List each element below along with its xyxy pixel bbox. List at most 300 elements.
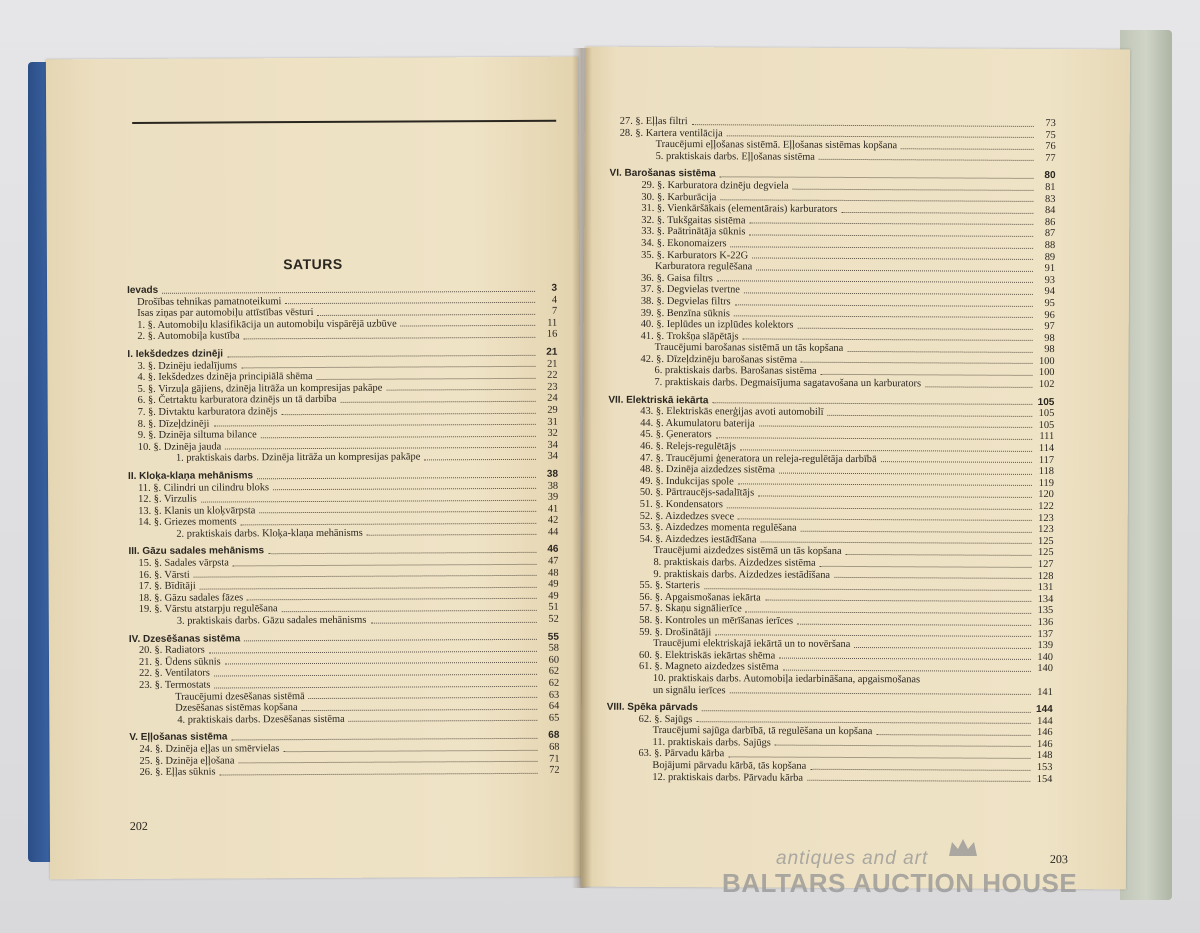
dot-leader: [925, 386, 1032, 388]
dot-leader: [233, 563, 537, 566]
toc-entry-title: IV. Dzesēšanas sistēma: [128, 633, 241, 645]
toc-entry-title: Karburatora regulēšana: [655, 261, 753, 273]
dot-leader: [735, 304, 1033, 307]
toc-entry-title: Drošības tehnikas pamatnoteikumi: [137, 295, 282, 308]
toc-entry-title: 44. §. Akumulatoru baterija: [640, 417, 755, 430]
toc-entry-title: 54. §. Aizdedzes iestādīšana: [639, 533, 757, 546]
dot-leader: [775, 745, 1031, 747]
toc-entry-title: Traucējumi elektriskajā iekārtā un to novēršana: [653, 638, 851, 651]
dot-leader: [281, 412, 535, 414]
toc-entry-title: Dzesēšanas sistēmas kopšana: [175, 702, 298, 714]
toc-entry-page: 81: [1045, 181, 1056, 194]
dot-leader: [756, 269, 1033, 271]
dot-leader: [712, 402, 1032, 405]
dot-leader: [696, 721, 1030, 724]
toc-entry-page: 97: [1044, 321, 1055, 333]
dot-leader: [744, 292, 1033, 295]
dot-leader: [225, 662, 537, 665]
toc-entry-page: 76: [1045, 141, 1056, 153]
toc-entry-title: Traucējumi dzesēšanas sistēmā: [175, 690, 305, 703]
toc-entry-page: 98: [1044, 344, 1055, 356]
toc-entry-page: 77: [1045, 152, 1056, 164]
toc-entry-page: 68: [548, 730, 560, 742]
dot-leader: [738, 519, 1032, 522]
toc-left: [127, 283, 560, 779]
dot-leader: [820, 565, 1032, 567]
dot-leader: [227, 354, 535, 357]
toc-entry-title: 60. §. Elektriskās iekārtas shēma: [638, 649, 776, 662]
toc-entry-page: 100: [1038, 355, 1055, 367]
toc-entry-page: 146: [1036, 727, 1053, 739]
toc-entry-page: 44: [547, 526, 559, 538]
dot-leader: [730, 692, 1031, 695]
toc-entry-title: 6. §. Četrtaktu karburatora dzinējs un tā darbība: [137, 394, 337, 407]
dot-leader: [749, 234, 1033, 236]
toc-entry: [127, 329, 557, 343]
toc-entry-page: 34: [547, 451, 558, 463]
dot-leader: [743, 339, 1033, 342]
dot-leader: [793, 188, 1034, 190]
dot-leader: [424, 459, 536, 461]
dot-leader: [238, 761, 537, 764]
dot-leader: [720, 199, 1033, 202]
dot-leader: [309, 697, 538, 699]
toc-entry-title: 12. praktiskais darbs. Pārvadu kārba: [652, 771, 804, 784]
dot-leader: [201, 500, 536, 503]
toc-entry-page: 80: [1044, 170, 1056, 182]
toc-entry-page: 88: [1044, 239, 1056, 251]
dot-leader: [257, 476, 536, 478]
dot-leader: [783, 670, 1031, 672]
toc-entry-page: 29: [547, 404, 558, 416]
toc-entry-page: 91: [1044, 263, 1056, 275]
toc-entry-title: 9. praktiskais darbs. Aizdedzes iestādīšana: [653, 568, 831, 581]
toc-entry-title: 47. §. Traucējumi ģeneratora un releja-regulētāja darbībā: [640, 452, 877, 465]
toc-entry-page: 51: [548, 602, 559, 614]
toc-entry-title: 16. §. Vārsti: [138, 569, 190, 581]
dot-leader: [692, 124, 1034, 127]
toc-entry-title: VII. Elektriskā iekārta: [608, 394, 709, 406]
dot-leader: [200, 587, 537, 590]
toc-entry-page: 63: [548, 689, 560, 701]
toc-entry-page: 68: [549, 741, 560, 753]
toc-entry-title: 57. §. Skaņu signālierīce: [639, 603, 742, 615]
dot-leader: [828, 415, 1033, 417]
dot-leader: [370, 621, 536, 623]
toc-entry: [128, 451, 558, 465]
toc-entry-title: 58. §. Kontroles un mērīšanas ierīces: [639, 614, 794, 627]
toc-entry-page: 136: [1037, 616, 1054, 628]
dot-leader: [727, 507, 1032, 510]
toc-entry-title: 5. §. Virzuļa gājiens, dzinēja litrāža un kompresijas pakāpe: [137, 382, 383, 395]
dot-leader: [214, 674, 537, 677]
toc-entry-title: 27. §. Eļļas filtri: [619, 115, 688, 128]
toc-entry-page: 49: [548, 590, 559, 602]
toc-entry-page: 146: [1036, 738, 1053, 750]
toc-entry-page: 55: [547, 631, 559, 643]
toc-entry-title: 48. §. Dzinēja aizdedzes sistēma: [639, 464, 776, 476]
toc-entry-page: 86: [1044, 216, 1056, 228]
toc-entry-page: 32: [547, 427, 558, 439]
toc-entry-title: 38. §. Degvielas filtrs: [640, 295, 731, 308]
dot-leader: [841, 212, 1033, 214]
toc-entry-title: 20. §. Radiators: [138, 644, 205, 657]
toc-entry-title: 10. §. Dzinēja jauda: [137, 441, 222, 453]
toc-entry-title: 10. praktiskais darbs. Automobiļa iedarbināšana, apgaismošanas: [652, 672, 921, 686]
toc-entry-page: 39: [547, 491, 559, 503]
toc-entry: [130, 765, 560, 779]
toc-right: [606, 116, 1055, 786]
toc-entry-page: 102: [1038, 379, 1055, 391]
toc-entry-page: 137: [1037, 628, 1054, 640]
toc-entry-page: 49: [548, 578, 559, 591]
toc-entry-title: 26. §. Eļļas sūknis: [139, 766, 216, 779]
toc-entry-page: 21: [547, 358, 558, 370]
toc-entry-title: 19. §. Vārstu atstarpju regulēšana: [138, 603, 278, 616]
page-number-right: 203: [1049, 852, 1068, 867]
toc-entry-page: 127: [1037, 558, 1054, 571]
toc-entry-page: 11: [547, 317, 558, 329]
book-gutter: [572, 48, 592, 888]
toc-entry-page: 135: [1037, 605, 1054, 617]
dot-leader: [846, 554, 1032, 556]
dot-leader: [717, 281, 1033, 284]
toc-entry-title: Ievads: [127, 284, 159, 296]
dot-leader: [760, 542, 1031, 544]
dot-leader: [241, 366, 535, 369]
toc-entry-page: 93: [1044, 274, 1056, 286]
dot-leader: [340, 401, 535, 403]
toc-entry-page: 114: [1038, 442, 1055, 455]
toc-entry-title: 3. praktiskais darbs. Gāzu sadales mehānisms: [176, 614, 367, 627]
dot-leader: [740, 449, 1032, 452]
toc-entry-title: 63. §. Pārvadu kārba: [638, 748, 725, 760]
toc-entry: [128, 527, 558, 541]
toc-entry-page: 125: [1037, 547, 1054, 559]
toc-entry-page: 134: [1037, 593, 1054, 605]
dot-leader: [727, 136, 1034, 139]
toc-entry-title: 31. §. Vienkāršākais (elementārais) karburators: [641, 203, 838, 216]
toc-entry-title: 12. §. Virzulis: [138, 493, 197, 506]
dot-leader: [728, 756, 1030, 759]
dot-leader: [734, 315, 1033, 318]
toc-entry-title: 14. §. Griezes moments: [138, 516, 237, 529]
toc-entry-title: Bojājumi pārvadu kārbā, tās kopšana: [652, 760, 807, 772]
toc-entry-title: 23. §. Termostats: [139, 679, 211, 691]
dot-leader: [213, 424, 535, 427]
toc-entry-title: 7. praktiskais darbs. Degmaisījuma sagatavošana un karburators: [654, 377, 922, 390]
toc-entry-page: 94: [1044, 286, 1055, 298]
dot-leader: [285, 302, 535, 304]
toc-entry-page: 64: [548, 700, 560, 712]
toc-entry-title: II. Kloķa-klaņa mehānisms: [128, 470, 254, 482]
dot-leader: [834, 577, 1031, 579]
toc-entry-page: 23: [547, 381, 558, 393]
dot-leader: [244, 639, 537, 642]
toc-entry-page: 87: [1044, 228, 1056, 240]
toc-entry-title: 15. §. Sadales vārpsta: [138, 557, 229, 569]
toc-entry-page: 4: [551, 294, 558, 306]
dot-leader: [797, 327, 1032, 329]
toc-entry-title: 9. §. Dzinēja siltuma bilance: [137, 429, 257, 442]
toc-entry-page: 38: [546, 468, 559, 480]
toc-entry-title: 11. §. Cilindri un cilindru bloks: [138, 481, 270, 494]
toc-entry-page: 3: [551, 282, 558, 294]
dot-leader: [801, 362, 1033, 364]
toc-entry: [610, 150, 1056, 164]
toc-entry-page: 140: [1037, 651, 1054, 663]
right-page: [581, 47, 1130, 890]
toc-entry-title: 17. §. Bīdītāji: [138, 580, 196, 593]
dot-leader: [302, 709, 538, 711]
dot-leader: [386, 389, 535, 391]
toc-entry-title: 13. §. Klanis un kloķvārpsta: [138, 504, 256, 517]
toc-entry-title: 25. §. Dzinēja eļļošana: [139, 754, 235, 767]
toc-entry-title: 37. §. Degvielas tvertne: [640, 284, 740, 296]
dot-leader: [801, 530, 1032, 532]
toc-entry-title: 1. praktiskais darbs. Dzinēja litrāža un kompresijas pakāpe: [175, 451, 421, 465]
toc-entry-page: 38: [547, 480, 559, 492]
dot-leader: [259, 511, 536, 513]
dot-leader: [162, 290, 535, 293]
toc-entry-title: 51. §. Kondensators: [639, 498, 723, 511]
dot-leader: [819, 159, 1034, 161]
toc-entry-page: 123: [1038, 512, 1054, 524]
toc-entry-title: III. Gāzu sadales mehānisms: [128, 545, 265, 558]
toc-entry-title: 55. §. Starteris: [639, 580, 701, 592]
toc-entry-title: 8. praktiskais darbs. Aizdedzes sistēma: [653, 556, 816, 569]
toc-entry-page: 34: [547, 439, 558, 451]
watermark: [722, 848, 1122, 899]
dot-leader: [194, 575, 537, 578]
toc-entry: [607, 684, 1053, 698]
toc-entry-page: 22: [547, 369, 558, 381]
toc-entry-page: 105: [1037, 396, 1055, 408]
dot-leader: [759, 426, 1032, 428]
toc-entry-page: 140: [1037, 663, 1053, 675]
toc-entry-page: 52: [548, 613, 559, 625]
toc-entry-page: 41: [547, 503, 559, 515]
toc-entry-title: 49. §. Indukcijas spole: [639, 475, 734, 488]
dot-leader: [716, 437, 1032, 440]
toc-entry-page: 73: [1045, 117, 1056, 130]
toc-entry-page: 119: [1038, 477, 1054, 489]
toc-entry-page: 100: [1038, 367, 1055, 379]
toc-entry-title: 32. §. Tukšgaitas sistēma: [641, 214, 746, 227]
toc-entry-title: un signālu ierīces: [652, 684, 726, 696]
dot-leader: [268, 552, 536, 554]
dot-leader: [765, 600, 1032, 602]
toc-entry: [129, 713, 559, 727]
left-page: [46, 57, 582, 880]
toc-entry-page: 89: [1044, 251, 1056, 263]
toc-entry-title: 29. §. Karburatora dzinēju degviela: [641, 179, 789, 192]
toc-entry: [129, 614, 559, 628]
header-rule: [132, 120, 556, 124]
dot-leader: [738, 484, 1032, 487]
toc-entry-title: Traucējumi eļļošanas sistēmā. Eļļošanas sistēmas kopšana: [655, 139, 898, 152]
dot-leader: [797, 623, 1031, 625]
toc-entry-title: 24. §. Dzinēja eļļas un smērvielas: [139, 743, 280, 755]
toc-entry-page: 84: [1044, 205, 1056, 217]
toc-entry-page: 7: [551, 305, 558, 317]
toc-entry-page: 62: [548, 666, 560, 678]
toc-entry: [606, 771, 1052, 785]
toc-entry-page: 72: [549, 764, 560, 776]
dot-leader: [231, 738, 537, 741]
toc-entry-page: 128: [1037, 570, 1054, 582]
toc-entry-title: 4. praktiskais darbs. Dzesēšanas sistēma: [177, 713, 345, 726]
toc-entry-page: 131: [1037, 582, 1054, 594]
toc-entry-title: 46. §. Relejs-regulētājs: [640, 440, 736, 453]
dot-leader: [282, 610, 537, 612]
toc-entry-title: 39. §. Benzīna sūknis: [640, 307, 731, 319]
toc-entry-page: 154: [1036, 773, 1053, 785]
toc-entry-page: 75: [1045, 129, 1056, 141]
toc-entry-title: 21. §. Ūdens sūknis: [138, 656, 221, 668]
toc-entry-page: 95: [1044, 297, 1055, 309]
dot-leader: [901, 148, 1034, 150]
toc-entry-title: 3. §. Dzinēju iedalījums: [137, 359, 238, 372]
toc-entry-title: 52. §. Aizdedzes svece: [639, 510, 735, 522]
toc-entry-title: 45. §. Ģenerators: [640, 429, 712, 441]
toc-entry-title: 62. §. Sajūgs: [638, 713, 693, 725]
toc-entry-page: 118: [1038, 466, 1055, 478]
toc-entry-title: 5. praktiskais darbs. Eļļošanas sistēma: [655, 150, 815, 163]
dot-leader: [881, 461, 1032, 463]
dot-leader: [876, 734, 1030, 736]
toc-entry-title: 4. §. Iekšdedzes dzinēja principiālā shēma: [137, 371, 313, 384]
toc-entry-page: 153: [1036, 762, 1053, 774]
watermark-brand: BALTARS AUCTION HOUSE: [722, 868, 1078, 898]
toc-entry-page: 71: [549, 753, 560, 765]
toc-entry-page: 48: [548, 567, 559, 579]
toc-entry-page: 21: [546, 346, 558, 358]
toc-entry-title: Traucējumi sajūga darbībā, tā regulēšana un kopšana: [652, 725, 873, 738]
toc-entry-page: 105: [1038, 419, 1055, 431]
toc-entry-page: 58: [548, 642, 559, 654]
toc-entry-page: 144: [1036, 704, 1053, 716]
crown-icon: [947, 836, 979, 860]
page-number-left: 202: [129, 818, 148, 833]
toc-entry-title: 41. §. Trokšņa slāpētājs: [640, 330, 739, 343]
toc-entry-title: V. Eļļošanas sistēma: [129, 731, 228, 744]
toc-entry-page: 117: [1038, 454, 1055, 466]
toc-entry-title: 8. §. Dīzeļdzinēji: [137, 418, 210, 430]
dot-leader: [779, 472, 1032, 474]
toc-entry-title: 6. praktiskais darbs. Barošanas sistēma: [654, 365, 817, 378]
dot-leader: [283, 749, 537, 751]
toc-entry-page: 16: [546, 329, 558, 341]
toc-entry-title: Traucējumi aizdedzes sistēmā un tās kopšana: [653, 545, 842, 558]
toc-entry-page: 60: [548, 654, 560, 666]
toc-entry-title: 53. §. Aizdedzes momenta regulēšana: [639, 522, 797, 534]
toc-entry-title: 2. §. Automobiļa kustība: [137, 330, 240, 343]
toc-entry-page: 123: [1038, 524, 1054, 536]
dot-leader: [749, 223, 1033, 225]
dot-leader: [731, 246, 1034, 249]
toc-entry-title: Traucējumi barošanas sistēmā un tās kopšana: [654, 342, 844, 355]
toc-entry-title: 59. §. Drošinātāji: [639, 626, 712, 638]
toc-entry-page: 122: [1038, 500, 1054, 513]
toc-entry-title: VIII. Spēka pārvads: [606, 701, 698, 714]
toc-entry-title: 2. praktiskais darbs. Kloķa-klaņa mehānisms: [176, 527, 363, 540]
toc-entry-page: 96: [1044, 309, 1055, 321]
dot-leader: [247, 598, 537, 601]
dot-leader: [261, 436, 536, 438]
toc-entry-title: 35. §. Karburators K-22G: [641, 249, 749, 261]
toc-entry-page: 31: [547, 416, 558, 428]
toc-entry-page: 139: [1037, 640, 1054, 652]
toc-entry-title: 22. §. Ventilators: [139, 667, 210, 680]
toc-entry-page: 141: [1037, 686, 1053, 698]
dot-leader: [401, 325, 536, 327]
dot-leader: [209, 651, 537, 654]
toc-entry-title: 30. §. Karburācija: [641, 191, 717, 203]
toc-entry-page: 46: [547, 544, 559, 556]
dot-leader: [367, 534, 537, 536]
toc-entry-title: I. Iekšdedzes dzinēji: [127, 348, 224, 360]
toc-entry-title: 7. §. Divtaktu karburatora dzinējs: [137, 406, 278, 418]
toc-entry-page: 120: [1038, 489, 1054, 501]
toc-entry-page: 83: [1044, 193, 1056, 205]
dot-leader: [758, 495, 1032, 497]
toc-entry-title: 42. §. Dīzeļdzinēju barošanas sistēma: [640, 353, 797, 366]
toc-entry-title: 28. §. Kartera ventilācija: [619, 127, 723, 139]
toc-entry-page: 144: [1037, 715, 1053, 727]
toc-entry-page: 98: [1044, 332, 1055, 344]
watermark-tagline: antiques and art: [776, 848, 929, 869]
toc-entry-page: 105: [1038, 408, 1055, 420]
toc-entry-page: 148: [1036, 750, 1053, 762]
dot-leader: [317, 378, 536, 380]
toc-entry-page: 125: [1037, 535, 1054, 547]
dot-leader: [244, 337, 536, 340]
dot-leader: [273, 488, 536, 490]
toc-entry-page: 42: [547, 515, 559, 527]
toc-entry-title: 1. §. Automobiļu klasifikācija un automobiļu vispārējā uzbūve: [137, 318, 397, 331]
toc-entry-title: Isas ziņas par automobiļu attīstības vēsturi: [137, 307, 314, 320]
toc-entry-title: 61. §. Magneto aizdedzes sistēma: [638, 661, 779, 673]
dot-leader: [225, 447, 536, 450]
dot-leader: [220, 773, 538, 776]
toc-entry-page: 65: [548, 712, 560, 724]
toc-entry: [608, 377, 1054, 391]
dot-leader: [214, 685, 537, 688]
dot-leader: [854, 647, 1031, 649]
toc-entry-title: 50. §. Pārtraucējs-sadalītājs: [639, 487, 755, 499]
dot-leader: [924, 683, 1031, 684]
dot-leader: [702, 710, 1031, 713]
toc-entry-title: 33. §. Paātrinātāja sūknis: [641, 226, 746, 238]
contents-title: SATURS: [283, 255, 343, 273]
dot-leader: [807, 780, 1030, 782]
toc-entry-page: 111: [1039, 431, 1055, 443]
toc-entry-title: 56. §. Apgaismošanas iekārta: [639, 591, 761, 604]
toc-entry-page: 24: [547, 393, 558, 405]
dot-leader: [349, 720, 538, 722]
dot-leader: [821, 374, 1033, 376]
dot-leader: [715, 634, 1031, 637]
dot-leader: [847, 351, 1032, 353]
toc-entry-title: 11. praktiskais darbs. Sajūgs: [652, 736, 771, 749]
toc-entry-title: 34. §. Ekonomaizers: [641, 237, 727, 250]
toc-entry-page: 47: [548, 555, 559, 567]
dot-leader: [746, 611, 1032, 613]
dot-leader: [720, 176, 1034, 179]
toc-entry-title: VI. Barošanas sistēma: [609, 168, 716, 180]
toc-entry-title: 36. §. Gaisa filtrs: [640, 272, 713, 284]
